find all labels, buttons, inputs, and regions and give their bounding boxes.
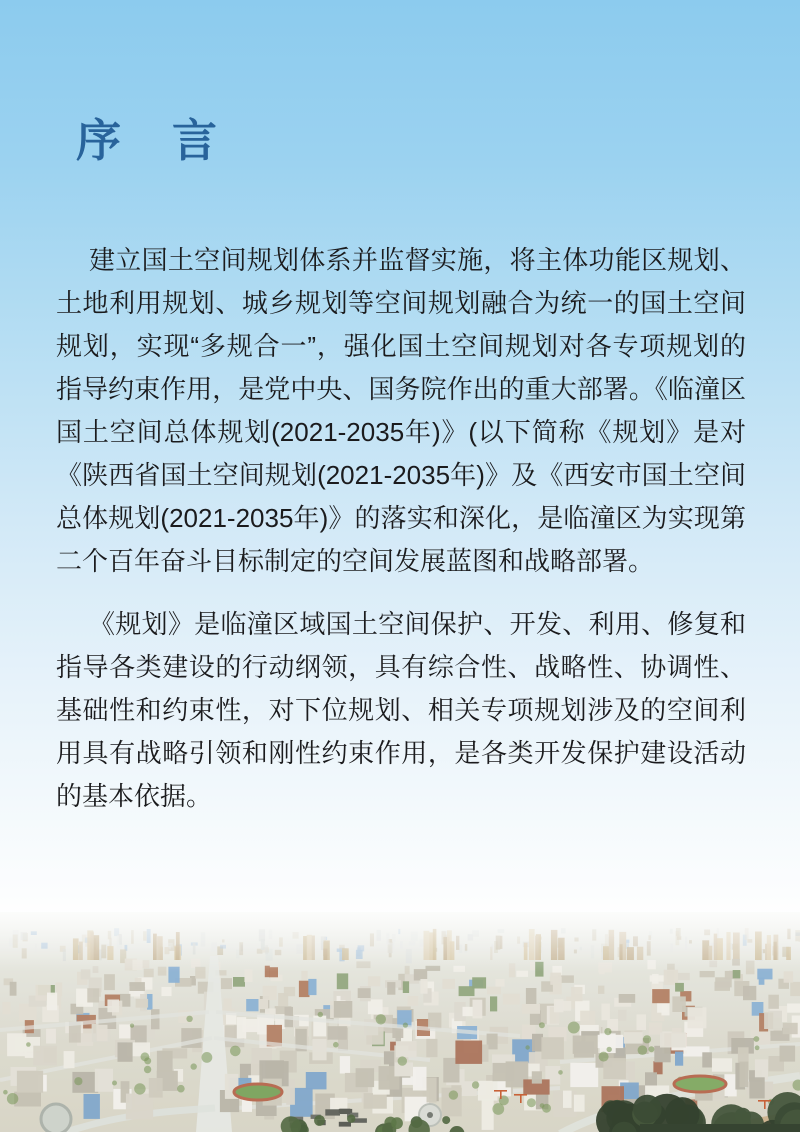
city-aerial-illustration [0, 912, 800, 1132]
city-aerial-photo [0, 912, 800, 1132]
preface-paragraph-1: 建立国土空间规划体系并监督实施，将主体功能区规划、土地利用规划、城乡规划等空间规划融合为统一的国土空间规划，实现“多规合一”，强化国土空间规划对各专项规划的指导约束作用，是党中央、国务院作出的重大部署。《临潼区国土空间总体规划(2021-2035年)》(以下简称《规划》是对《陕西省国土空间规划(2021-2035年)》及《西安市国土空间总体规划(2021-2035年)》的落实和深化，是临潼区为实现第二个百年奋斗目标制定的空间发展蓝图和战略部署。 [56, 245, 746, 576]
preface-paragraph-2: 《规划》是临潼区域国土空间保护、开发、利用、修复和指导各类建设的行动纲领，具有综合性、战略性、协调性、基础性和约束性，对下位规划、相关专项规划涉及的空间利用具有战略引领和刚性约束作用，是各类开发保护建设活动的基本依据。 [56, 609, 746, 811]
page-title: 序 言 [76, 115, 221, 166]
preface-body [56, 239, 746, 818]
